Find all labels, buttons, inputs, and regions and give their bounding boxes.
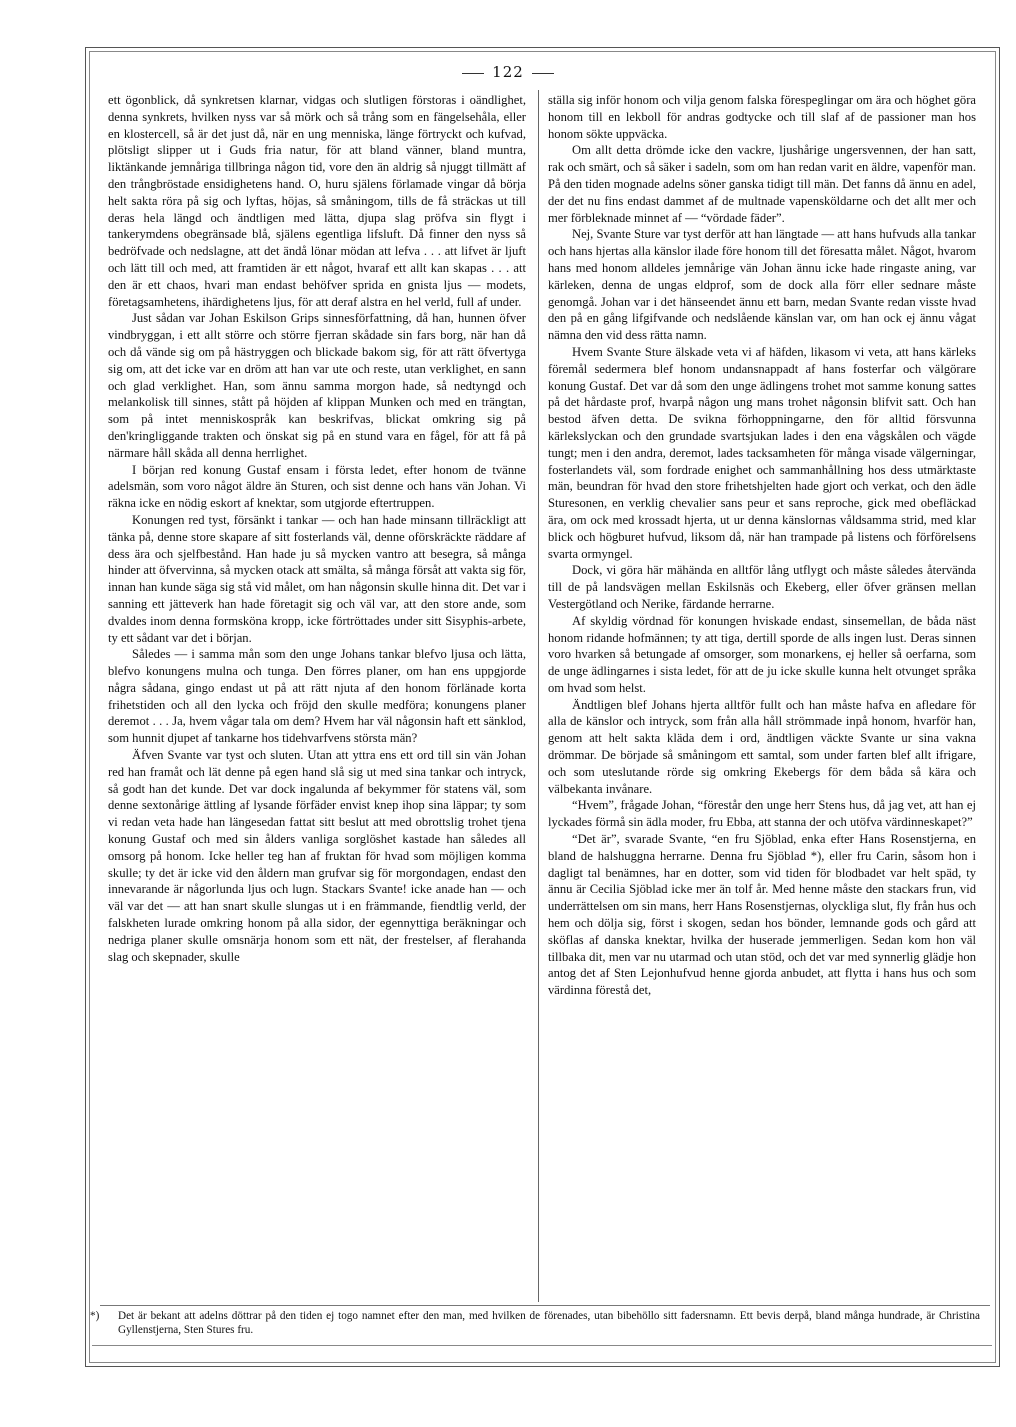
paragraph: Nej, Svante Sture var tyst derför att han längtade — att hans hufvuds alla tankar och hans hjertas alla känslor ilade före honom till det föresatta målet. Något, hvarom hans med honom alldeles jemnårige vän Johan ännu icke hade ringaste aning, var kärleken, denna de ungas eldprof, som de dock alla förr eller sednare måste genomgå. Johan var i det hänseendet ännu ett barn, medan Svante redan visste hvad den på en gång lifgifvande och nedslående känslan var, om han ock ej ännu vågat nämna den vid dess rätta namn. (548, 227, 976, 343)
paragraph: Konungen red tyst, försänkt i tankar — och han hade minsann tillräckligt att tänka på, denne store skapare af sitt fosterlands väl, denne oförskräckte räddare af dess ära och sjelfbestånd. Han hade ju så mycken vantro att besegra, så många hinder att öfvervinna, så mycken otack att smälta, så många försåt att vakta sig för, innan han kunde säga sig stå vid målet, om han någonsin skulle hinna dit. Det var i sanning ett jätteverk han hade företagit sig och väl var, att den store ande, som dvaldes inom denna formsköna kropp, icke förtröttades under sitt Sisyphis-arbete, ty ett sådant var det i början. (108, 512, 526, 645)
paragraph: ställa sig inför honom och vilja genom falska förespeglingar om ära och höghet göra honom till en lekboll för andras godtycke och till slaf af de passioner man hos honom sökte uppväcka. (548, 93, 976, 141)
paragraph: Just sådan var Johan Eskilson Grips sinnesförfattning, då han, hunnen öfver vindbryggan, i ett allt större och större fjerran skådade sin fars borg, när han då och då vände sig om på hästryggen och blickade bakom sig, för att rätt öfvertyga sig om, att det icke var en dröm att han var ute och reste, utan verklighet, en sann och glad verklighet. Han, som ännu samma morgon hade, så nedtyngd och melankolisk till sinnes, stått på höjden af klippan Munken och med en trängtan, som på intet menniskospråk kan beskrifvas, blickat omkring sig på den'kringliggande trakten och önskat sig på en stund vara en fågel, för att få på närmare håll skåda all denna herrlighet. (108, 311, 526, 460)
page-number-dash-right (532, 73, 554, 74)
paragraph: Om allt detta drömde icke den vackre, ljushårige ungersvennen, der han satt, rak och smärt, och så säker i sadeln, som om han redan varit en äldre, vapenför man. På den tiden mognade adelns söner ganska tidigt till män. Det fanns då ännu en adel, der det nu fins endast dammet af de multnade vapensköldarne och det allt mer och mer förbleknade minnet af — “vördade fäder”. (548, 143, 976, 225)
paragraph: “Hvem”, frågade Johan, “förestår den unge herr Stens hus, då jag vet, att han ej lyckades förmå sin ädla moder, fru Ebba, att stanna der och utöfva värdinneskapet?” (548, 798, 976, 830)
paragraph: Således — i samma mån som den unge Johans tankar blefvo ljusa och lätta, blefvo konungens mulna och tunga. Den förres planer, om han ens uppgjorde några sådana, gingo endast ut på att rätt njuta af den honom förlänade korta frihetstiden och all den lycka och fröjd den skulle medföra; konungens planer deremot . . . Ja, hvem vågar tala om dem? Hvem har väl någonsin haft ett sänklod, som hunnit djupet af tankarne hos tidehvarfvens största män? (108, 647, 526, 746)
paragraph: Äfven Svante var tyst och sluten. Utan att yttra ens ett ord till sin vän Johan red han framåt och lät denne på egen hand slå sig ut med sina tankar och intryck, så godt han det kunde. Det var dock ingalunda af bekymmer för statens väl, som denne sextonårige ättling af lysande förfäder envist knep ihop sina läppar; ty som vi redan veta hade han längesedan fattat sitt beslut att med obrottslig trohet tjena konung Gustaf och med sin ålders vanliga sorglöshet kastade han således all omsorg på honom. Icke heller teg han af fruktan för hvad som möjligen komma skulle; ty det är icke vid den åldern man grufvar sig för morgondagen, endast den innevarande är någorlunda ljus och lugn. Stackars Svante! icke anade han — och väl var det — att han snart skulle slungas ut i en främmande, fiendtlig verld, der falskheten lurade omkring honom på alla sidor, der egennyttiga beräkningar och nedriga planer skulle omsnärja honom som ett nät, der frestelser, af flerahanda slag och skepnader, skulle (108, 748, 526, 964)
bottom-border-rule (92, 1345, 992, 1346)
left-column (108, 92, 526, 1302)
right-column (548, 92, 976, 1302)
paragraph: Dock, vi göra här mähända en alltför lång utflygt och måste således återvända till de på landsvägen mellan Eskilsnäs och Ekeberg, eller öfver gränsen mellan Vestergötland och Nerike, färdande herrarne. (548, 563, 976, 611)
paragraph: Af skyldig vördnad för konungen hviskade endast, sinsemellan, de båda näst honom ridande hofmännen; ty att tiga, dertill sporde de alls ingen lust. Deras sinnen voro hvarken så betungade af omsorger, som monarkens, ej heller så oerfarna, som de unge ädlingarnes i sista ledet, för att de ju icke skulle kunna helt otvunget språka om hvad som helst. (548, 613, 976, 695)
footnote-divider (100, 1305, 990, 1306)
paragraph: “Det är”, svarade Svante, “en fru Sjöblad, enka efter Hans Rosenstjerna, en bland de halshuggna herrarne. Denna fru Sjöblad *), eller fru Carin, såsom hon i dagligt tal benämnes, har en dotter, som vid tiden för blodbadet var helt späd, ty ännu är Cecilia Sjöblad icke mer än tolf år. Med henne måste den stackars frun, vid underrättelsen om sin mans, herr Hans Rosenstjernas, olyckliga slut, fly från hus och hem och dölja sig, först i skogen, sedan hos bönder, lemnande gods och gård att sköflas af danska knektar, hvilka der huserade jemmerligen. Sedan kom hon väl tillbaka dit, men var nu utarmad och utan stöd, och det var med synnerlig glädje hon antog det af Sten Lejonhufvud henne gjorda anbudet, att flytta i hans hus och som värdinna förestå det, (548, 832, 976, 998)
column-divider (538, 90, 539, 1302)
paragraph: ett ögonblick, då synkretsen klarnar, vidgas och slutligen förstoras i oändlighet, denna synkrets, hvilken nyss var så mörk och så trång som en fängelsehåla, eller en klostercell, så är det just då, när en ung menniska, länge förtryckt och kufvad, plötsligt slipper ut i Guds fria natur, för att bland vänner, bland muntra, liktänkande jemnåriga tillbringa någon tid, vore den än aldrig så njuggt tillmätt af den trångbröstade ensidighetens hand. O, huru själens förlamade vingar då börja helt sakta röra på sig och lyftas, höjas, så småningom, tills de få sträckas ut till deras hela längd och ändtligen med lätta, djupa slag pröfva sin flygt i tankerymdens obegränsade blå, själens egentliga lifsluft. Då finner den nyss så bedröfvade och nedslagne, att det ändå lönar mödan att lefva . . . att lifvet är ljuft och lätt till och med, att framtiden är ett något, hvaraf ett allt kan skapas . . . att den är ett chaos, hvari man endast behöfver sprida en gnista ljus — modets, företagsamhetens, ihärdighetens ljus, för att deraf alstra en hel verld, full af under. (108, 93, 526, 309)
page-number-dash-left (462, 73, 484, 74)
paragraph: I början red konung Gustaf ensam i första ledet, efter honom de tvänne adelsmän, som voro något äldre än Sturen, och sist denne och hans vän Johan. Vi räkna icke en nödig eskort af knektar, som utgjorde eftertruppen. (108, 462, 526, 511)
footnote (90, 1309, 980, 1337)
footnote-text: Det är bekant att adelns döttrar på den tiden ej togo namnet efter den man, med hvilken de förenades, utan bibehöllo sitt fadersnamn. Ett bevis derpå, bland många hundrade, är Christina Gyllenstjerna, Sten Stures fru. (118, 1310, 980, 1336)
paragraph: Ändtligen blef Johans hjerta alltför fullt och han måste hafva en afledare för alla de känslor och intryck, som från alla håll strömmade inpå honom, hvarför han, genom att helt sakta kläda dem i ord, ändtligen väckte Svante ur sina vakna drömmar. De började så småningom ett samtal, som under farten blef allt ifrigare, och som uteslutande rörde sig omkring Ekebergs för dem båda så kära och välbekanta invånare. (548, 697, 976, 796)
page-number-text: 122 (492, 63, 524, 81)
paragraph: Hvem Svante Sture älskade veta vi af häfden, likasom vi veta, att hans kärleks föremål sedermera blef honom undansnappadt af hans fosterfar och välgörare konung Gustaf. Det var då som den unge ädlingens trohet mot samme konung sattes på det hårdaste prof, hvarpå någon ung mans trohet någonsin blifvit satt. Och han bestod äfven detta. De svikna förhoppningarne, den för alltid försvunna kärlekslyckan och den grundade svartsjukan lades i den ena vågskålen och vägde tungt; men i den andra, deremot, lades tacksamheten för många visade välgerningar, fosterlandets väl, som fordrade enighet och sammanhållning hos dess utmärktaste män, beundran för hvad den store frihetshjelten hade gjort och verkat, och den ädle Sturesonen, en verklig chevalier sans peur et sans reproche, gick med obefläckad ära, om ock med krossadt hjerta, ut ur denna känslornas våldsamma strid, med klar blick och högburet hufvud, liksom då, när han trampade på listens och förförelsens svarta ormyngel. (548, 344, 976, 561)
footnote-mark: *) (90, 1310, 100, 1322)
page-number (0, 63, 1016, 81)
